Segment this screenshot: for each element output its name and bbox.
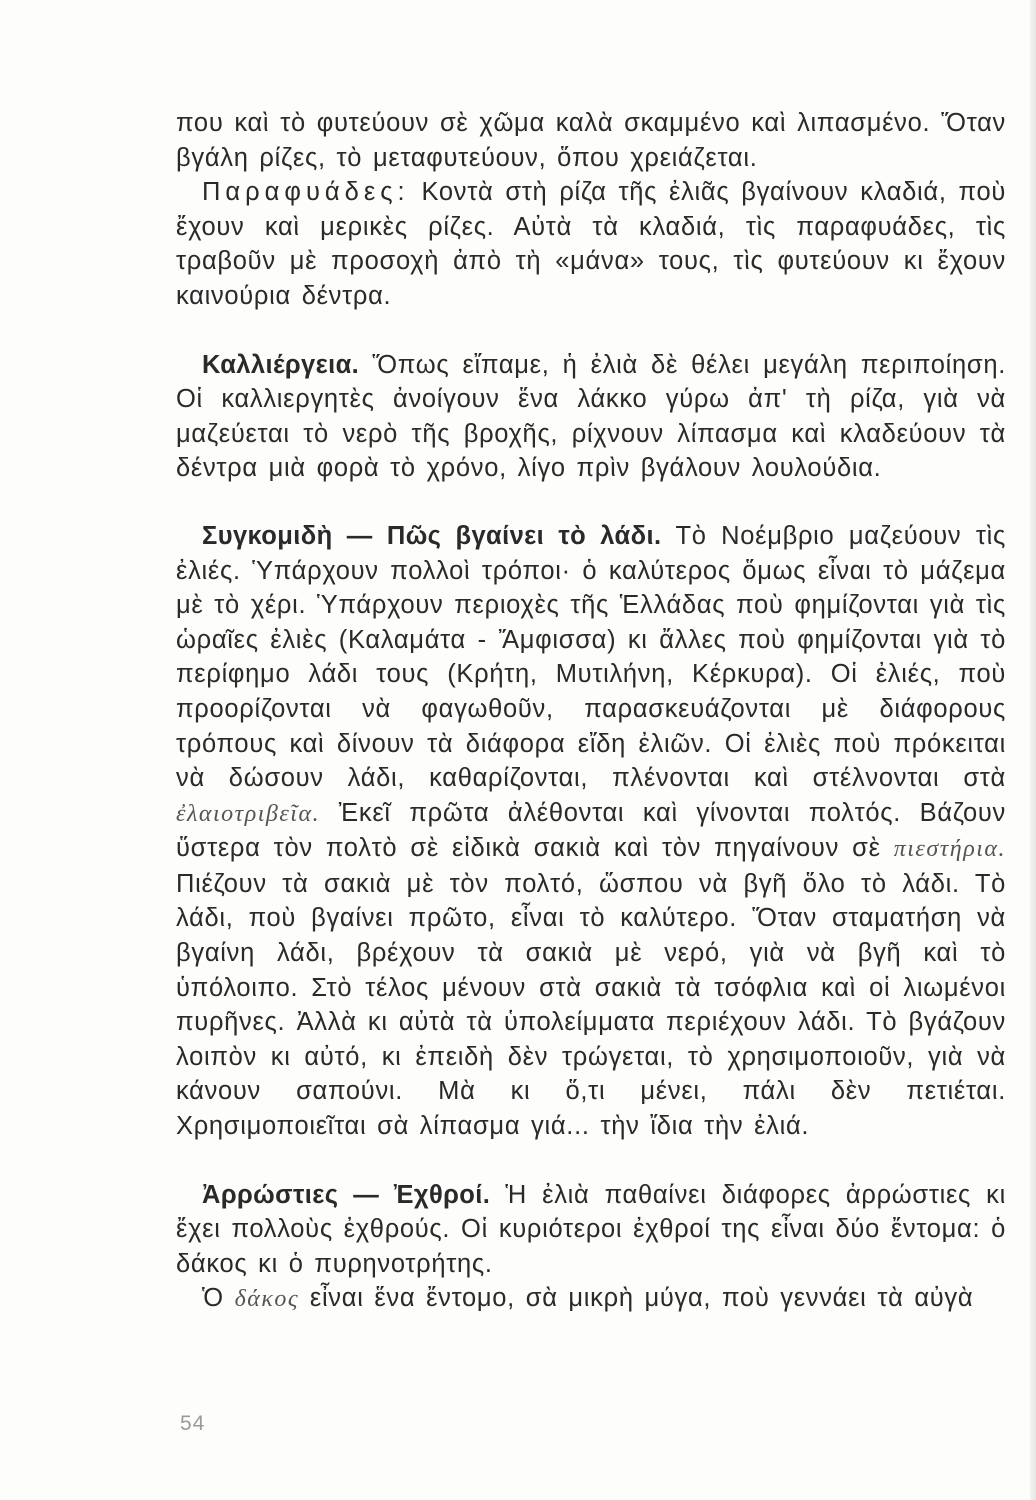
paragraph-text: Ὁ bbox=[202, 1284, 235, 1313]
paragraph-text: Τὸ Νοέμβριο μαζεύουν τὶς ἐλιές. Ὑπάρχουν πολλοὶ τρόποι· ὁ καλύτερος ὅμως εἶναι τὸ μάζεμα μὲ τὸ χέρι. Ὑπάρχουν περιοχὲς τῆς Ἑλλάδας ποὺ φημίζονται γιὰ τὶς ὡραῖες ἐλιὲς (Καλαμάτα - Ἄμφισσα) κι ἄλλες ποὺ φημίζονται γιὰ τὸ περίφημο λάδι τους (Κρήτη, Μυτιλήνη, Κέρκυρα). Οἱ ἐλιές, ποὺ προορίζονται νὰ φαγωθοῦν, παρασκευάζονται μὲ διάφορους τρόπους καὶ δίνουν τὰ διάφορα εἴδη ἐλιῶν. Οἱ ἐλιὲς ποὺ πρόκειται νὰ δώσουν λάδι, καθαρίζονται, πλένονται καὶ στέλνονται στὰ bbox=[176, 521, 1006, 793]
paragraph-spacer bbox=[176, 314, 1006, 348]
page-edge bbox=[1030, 0, 1036, 1500]
paragraph-text: Κοντὰ στὴ ρίζα τῆς ἐλιᾶς βγαίνουν κλαδιά, ποὺ ἔχουν καὶ μερικὲς ρίζες. Αὐτὰ τὰ κλαδιά, τὶς παραφυάδες, τὶς τραβοῦν μὲ προσοχὴ ἀπὸ τὴ «μάνα» τους, τὶς φυτεύουν κι ἔχουν καινούρια δέντρα. bbox=[176, 178, 1006, 310]
italic-term-presses: πιεστήρια. bbox=[893, 836, 1006, 863]
paragraph-spacer bbox=[176, 1144, 1006, 1178]
paragraph-cultivation bbox=[176, 348, 1006, 486]
section-heading-cultivation: Καλλιέργεια. bbox=[202, 350, 360, 379]
page-number: 54 bbox=[180, 1412, 206, 1435]
italic-term-dakos: δάκος bbox=[234, 1286, 300, 1313]
body-text bbox=[176, 106, 1006, 1317]
paragraph-harvest bbox=[176, 519, 1006, 1144]
italic-term-olive-mills: ἐλαιοτριβεῖα. bbox=[176, 800, 321, 827]
spaced-term-suckers: Παραφυάδες: bbox=[202, 178, 410, 207]
paragraph-text: που καὶ τὸ φυτεύουν σὲ χῶμα καλὰ σκαμμένο καὶ λιπασμένο. Ὅταν βγάλη ρίζες, τὸ μεταφυτεύουν, ὅπου χρειάζεται. bbox=[176, 109, 1006, 172]
paragraph-spacer bbox=[176, 486, 1006, 519]
paragraph-text: Πιέζουν τὰ σακιὰ μὲ τὸν πολτό, ὥσπου νὰ βγῆ ὅλο τὸ λάδι. Τὸ λάδι, ποὺ βγαίνει πρῶτο, εἶναι τὸ καλύτερο. Ὅταν σταματήση νὰ βγαίνη λάδι, βρέχουν τὰ σακιὰ μὲ νερό, γιὰ νὰ βγῆ καὶ τὸ ὑπόλοιπο. Στὸ τέλος μένουν στὰ σακιὰ τὰ τσόφλια καὶ οἱ λιωμένοι πυρῆνες. Ἀλλὰ κι αὐτὰ τὰ ὑπολείμματα περιέχουν λάδι. Τὸ βγάζουν λοιπὸν κι αὐτό, κι ἐπειδὴ δὲν τρώγεται, τὸ χρησιμοποιοῦν, γιὰ νὰ κάνουν σαπούνι. Μὰ κι ὅ,τι μένει, πάλι δὲν πετιέται. Χρησιμοποιεῖται σὰ λίπασμα γιά... τὴν ἴδια τὴν ἐλιά. bbox=[176, 869, 1006, 1141]
paragraph-diseases bbox=[176, 1178, 1006, 1282]
paragraph-text: εἶναι ἕνα ἔντομο, σὰ μικρὴ μύγα, ποὺ γεννάει τὰ αὐγὰ bbox=[299, 1284, 974, 1313]
section-heading-diseases: Ἀρρώστιες — Ἐχθροί. bbox=[202, 1180, 491, 1209]
paragraph-planting bbox=[176, 106, 1006, 175]
paragraph-text: Ἐκεῖ πρῶτα ἀλέθονται καὶ γίνονται πολτός. Βάζουν ὕστερα τὸν πολτὸ σὲ εἰδικὰ σακιὰ καὶ τὸν πηγαίνουν σὲ bbox=[176, 798, 1006, 863]
paragraph-text: Ὅπως εἴπαμε, ἡ ἐλιὰ δὲ θέλει μεγάλη περιποίηση. Οἱ καλλιεργητὲς ἀνοίγουν ἕνα λάκκο γύρω ἀπ' τὴ ρίζα, γιὰ νὰ μαζεύεται τὸ νερὸ τῆς βροχῆς, ρίχνουν λίπασμα καὶ κλαδεύουν τὰ δέντρα μιὰ φορὰ τὸ χρόνο, λίγο πρὶν βγάλουν λουλούδια. bbox=[176, 350, 1006, 483]
paragraph-dakos bbox=[176, 1281, 1006, 1317]
section-heading-harvest: Συγκομιδὴ — Πῶς βγαίνει τὸ λάδι. bbox=[202, 521, 662, 550]
paragraph-suckers bbox=[176, 175, 1006, 313]
paragraph-text: Ἡ ἐλιὰ παθαίνει διάφορες ἀρρώστιες κι ἔχει πολλοὺς ἐχθρούς. Οἱ κυριότεροι ἐχθροί της εἶναι δύο ἔντομα: ὁ δάκος κι ὁ πυρηνοτρήτης. bbox=[176, 1180, 1006, 1278]
